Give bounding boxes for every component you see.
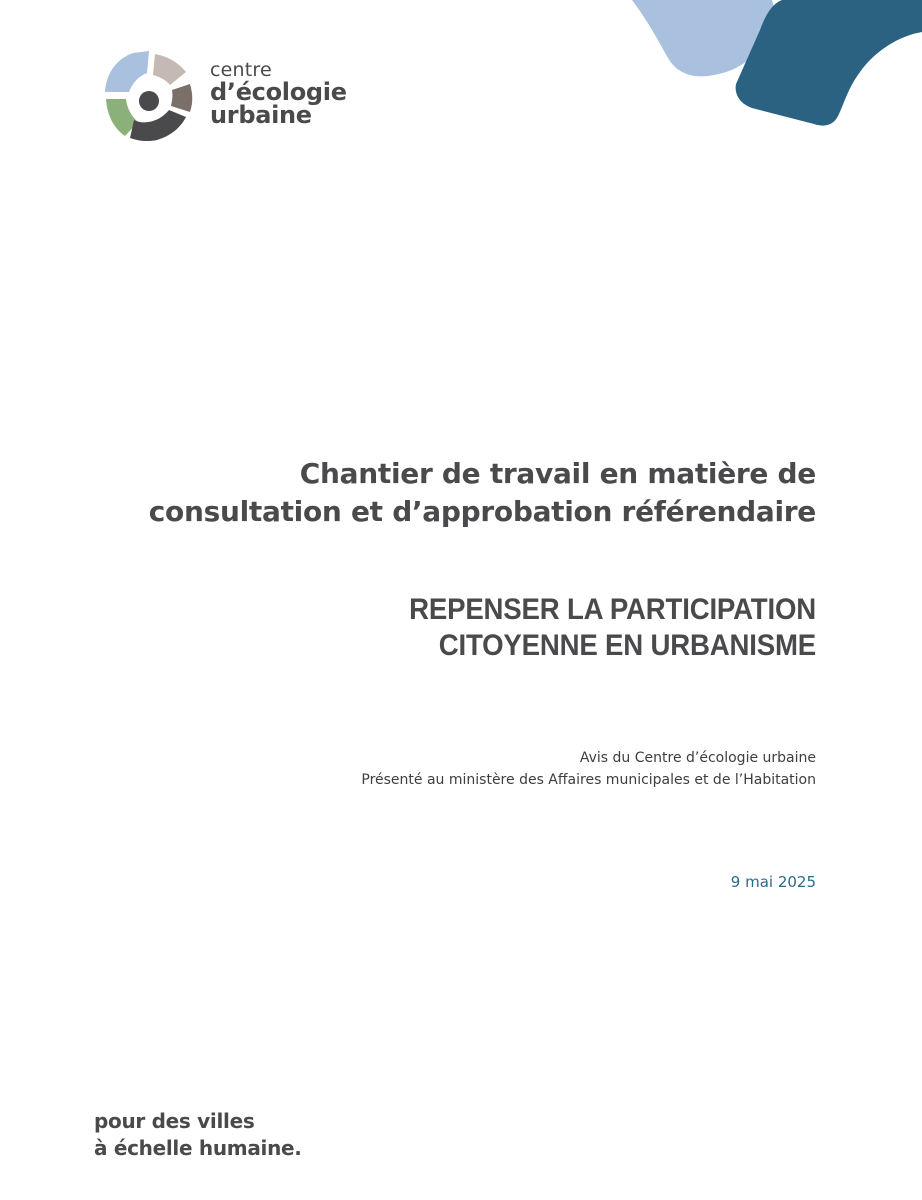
document-date: 9 mai 2025	[730, 873, 816, 891]
logo-text-line-3: urbaine	[210, 101, 312, 129]
logo-segment-dark	[130, 110, 186, 141]
tagline-line-2: à échelle humaine.	[94, 1136, 302, 1160]
logo-text-line-2: d’écologie	[210, 78, 347, 106]
logo-ring-icon	[100, 46, 200, 146]
logo-text-line-1: centre	[210, 59, 272, 81]
logo-wordmark	[210, 60, 347, 127]
title-line-2: CITOYENNE EN URBANISME	[438, 629, 816, 662]
document-subtitle	[116, 455, 816, 531]
logo-segment-taupe	[153, 54, 186, 85]
title-line-1: REPENSER LA PARTICIPATION	[409, 593, 816, 626]
meta-line-1: Avis du Centre d’écologie urbaine	[579, 750, 816, 766]
subtitle-line-2: consultation et d’approbation référendaire	[148, 495, 816, 528]
logo-segment-brown	[171, 84, 192, 112]
tagline-line-1: pour des villes	[94, 1109, 255, 1133]
logo-center-dot	[139, 91, 159, 111]
tagline	[94, 1108, 302, 1162]
logo-segment-light-blue	[105, 51, 149, 92]
document-title	[116, 592, 816, 664]
document-meta	[116, 747, 816, 791]
meta-line-2: Présenté au ministère des Affaires municipales et de l’Habitation	[361, 772, 816, 788]
subtitle-line-1: Chantier de travail en matière de	[299, 457, 816, 490]
organization-logo	[100, 46, 360, 146]
subtitle-block	[116, 455, 816, 531]
